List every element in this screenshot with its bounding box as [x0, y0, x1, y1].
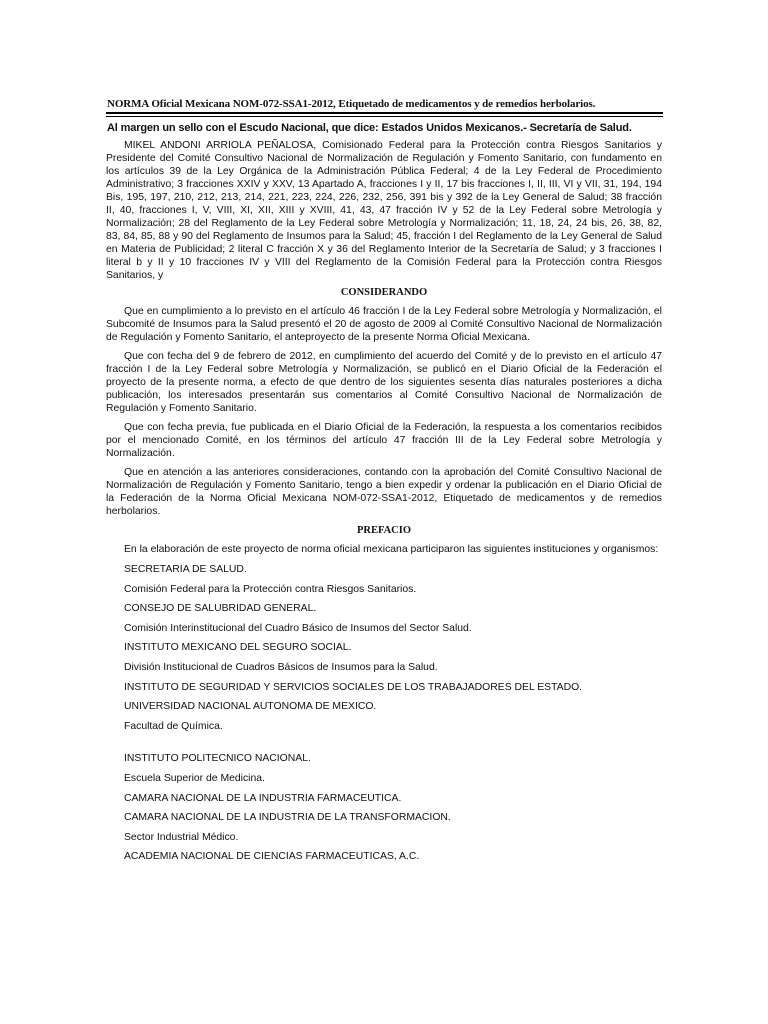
organization-item: Comisión Federal para la Protección contra Riesgos Sanitarios.	[124, 583, 417, 595]
organization-item: CAMARA NACIONAL DE LA INDUSTRIA FARMACEUTICA.	[124, 792, 402, 804]
organization-spacer	[124, 739, 662, 752]
document-title: NORMA Oficial Mexicana NOM-072-SSA1-2012, Etiquetado de medicamentos y de remedios herbolarios.	[107, 98, 596, 110]
considerando-paragraph: Que con fecha del 9 de febrero de 2012, en cumplimiento del acuerdo del Comité y de lo previsto en el artículo 47 fracción I de la Ley Federal sobre Metrología y Normalización, se publicó en el Diario Oficial de la Federación el proyecto de la presente norma, a efecto de que dentro de los siguientes sesenta días naturales posteriores a dicha publicación, los interesados presentarán sus comentarios al Comité Consultivo Nacional de Normalización de Regulación y Fomento Sanitario.	[106, 351, 662, 414]
organization-item: INSTITUTO DE SEGURIDAD Y SERVICIOS SOCIALES DE LOS TRABAJADORES DEL ESTADO.	[124, 681, 583, 693]
organization-item: INSTITUTO POLITECNICO NACIONAL.	[124, 753, 311, 765]
organization-item: Sector Industrial Médico.	[124, 831, 239, 843]
organization-item: Comisión Interinstitucional del Cuadro Básico de Insumos del Sector Salud.	[124, 622, 472, 634]
organization-item: ACADEMIA NACIONAL DE CIENCIAS FARMACEUTICAS, A.C.	[124, 851, 420, 863]
organization-item: CONSEJO DE SALUBRIDAD GENERAL.	[124, 603, 317, 615]
intro-paragraph: MIKEL ANDONI ARRIOLA PEÑALOSA, Comisionado Federal para la Protección contra Riesgos Sanitarios y Presidente del Comité Consultivo Nacional de Normalización de Regulación y Fomento Sanitario, con fundamento en los artículos 39 de la Ley Orgánica de la Administración Pública Federal; 4 de la Ley Federal de Procedimiento Administrativo; 3 fracciones XXIV y XXV, 13 Apartado A, fracciones I y II, 17 bis fracciones I, II, III, VI y VII, 31, 194, 194 Bis, 195, 197, 210, 212, 213, 214, 221, 223, 224, 226, 232, 256, 391 bis y 392 de la Ley General de Salud; 38 fracción II, 40, fracciones I, V, VIII, XI, XII, XIII y XVIII, 41, 43, 47 fracción IV y 52 de la Ley Federal sobre Metrología y Normalización; 28 del Reglamento de la Ley Federal sobre Metrología y Normalización; 11, 18, 24, 24 bis, 26, 38, 82, 83, 84, 85, 88 y 90 del Reglamento de Insumos para la Salud; 45, fracción I del Reglamento de la Ley General de Salud en Materia de Publicidad; 2 literal C fracción X y 36 del Reglamento Interior de la Secretaría de Salud; y 3 fracciones I literal b y II y 10 fracciones IV y VIII del Reglamento de la Comisión Federal para la Protección contra Riesgos Sanitarios, y	[106, 140, 662, 281]
organization-item: UNIVERSIDAD NACIONAL AUTONOMA DE MEXICO.	[124, 701, 377, 713]
organization-item: CAMARA NACIONAL DE LA INDUSTRIA DE LA TRANSFORMACION.	[124, 812, 451, 824]
organization-item: División Institucional de Cuadros Básicos de Insumos para la Salud.	[124, 661, 438, 673]
organization-item: SECRETARIA DE SALUD.	[124, 564, 247, 575]
document-subtitle: Al margen un sello con el Escudo Nacional, que dice: Estados Unidos Mexicanos.- Secretaría de Salud.	[107, 122, 632, 134]
considerando-paragraph: Que con fecha previa, fue publicada en el Diario Oficial de la Federación, la respuesta a los comentarios recibidos por el mencionado Comité, en los términos del artículo 47 fracción III de la Ley Federal sobre Metrología y Normalización.	[106, 422, 662, 459]
considerando-heading: CONSIDERANDO	[340, 287, 428, 298]
title-rule-thick	[106, 112, 663, 114]
prefacio-heading: PREFACIO	[356, 525, 412, 536]
prefacio-intro: En la elaboración de este proyecto de norma oficial mexicana participaron las siguientes instituciones y organismos:	[124, 544, 659, 555]
considerando-paragraph: Que en cumplimiento a lo previsto en el artículo 46 fracción I de la Ley Federal sobre Metrología y Normalización, el Subcomité de Insumos para la Salud presentó el 20 de agosto de 2009 al Comité Consultivo Nacional de Normalización de Regulación y Fomento Sanitario, el anteproyecto de la presente Norma Oficial Mexicana.	[106, 306, 662, 343]
considerando-paragraph: Que en atención a las anteriores consideraciones, contando con la aprobación del Comité Consultivo Nacional de Normalización de Regulación y Fomento Sanitario, tengo a bien expedir y ordenar la publicación en el Diario Oficial de la Federación de la Norma Oficial Mexicana NOM-072-SSA1-2012, Etiquetado de medicamentos y de remedios herbolarios.	[106, 467, 662, 517]
document-body	[106, 139, 662, 870]
title-rule-thin	[106, 116, 663, 117]
organization-item: Facultad de Química.	[124, 720, 223, 732]
organization-item: Escuela Superior de Medicina.	[124, 772, 265, 784]
organizations-list	[106, 563, 662, 870]
organization-item: INSTITUTO MEXICANO DEL SEGURO SOCIAL.	[124, 642, 352, 654]
